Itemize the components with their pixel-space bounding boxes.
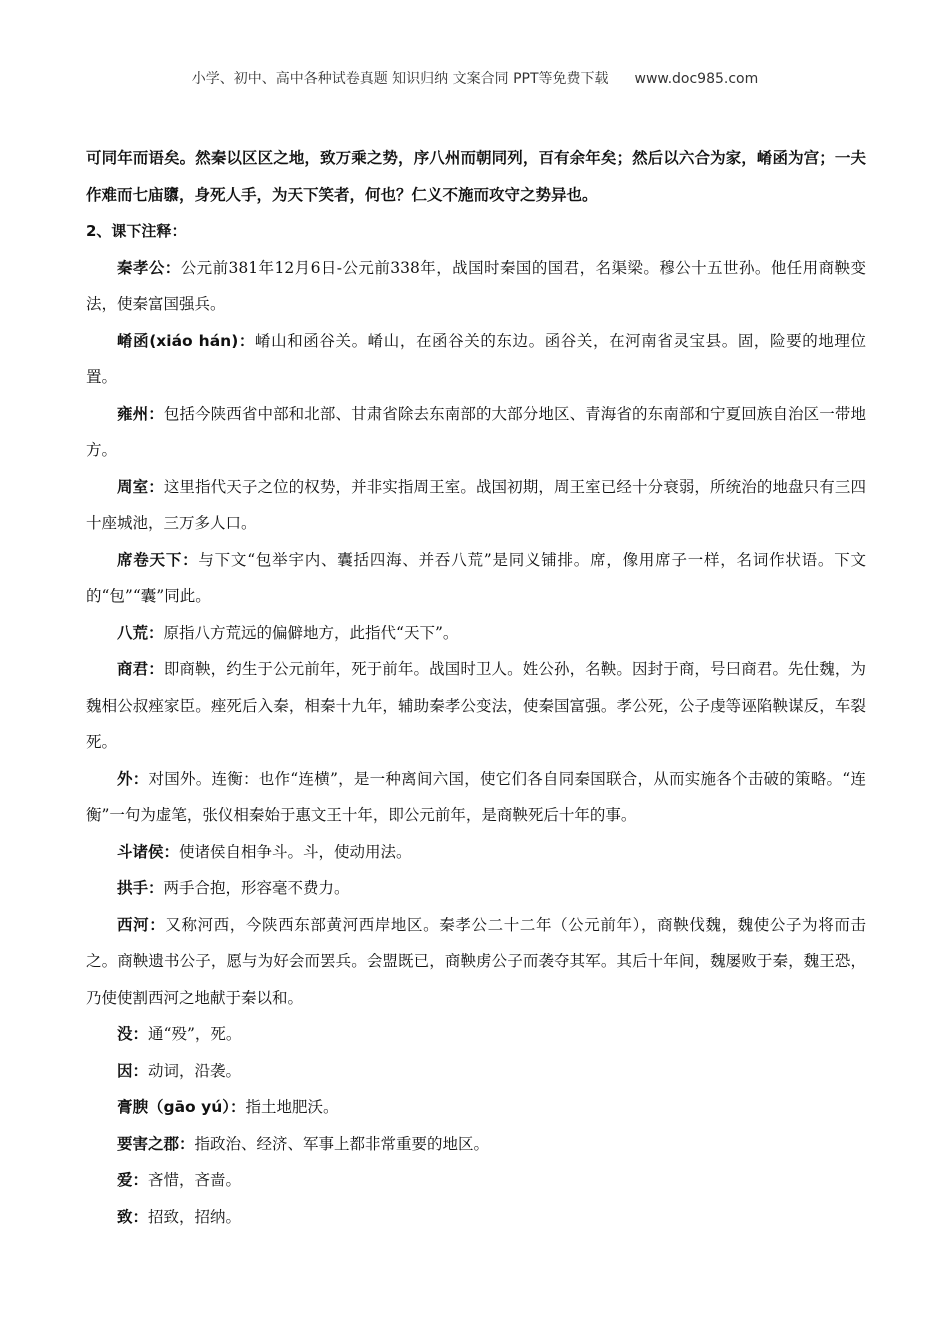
note-text: 吝惜，吝啬。 — [148, 1171, 242, 1189]
note-item — [86, 907, 866, 1017]
note-item — [86, 1016, 866, 1053]
note-item — [86, 834, 866, 871]
note-text: 这里指代天子之位的权势，并非实指周王室。战国初期，周王室已经十分衰弱，所统治的地盘只有三四十座城池，三万多人口。 — [86, 477, 866, 532]
note-item — [86, 1089, 866, 1126]
note-item — [86, 615, 866, 652]
intro-paragraph: 可同年而语矣。然秦以区区之地，致万乘之势，序八州而朝同列，百有余年矣；然后以六合为家，崤函为宫；一夫作难而七庙隳，身死人手，为天下笑者，何也？仁义不施而攻守之势异也。 — [86, 148, 866, 204]
note-text: 公元前381年12月6日-公元前338年，战国时秦国的国君，名渠梁。穆公十五世孙。他任用商鞅变法，使秦富国强兵。 — [86, 258, 866, 313]
note-term: 周室： — [117, 477, 164, 496]
note-term: 崤函(xiáo hán)： — [117, 331, 255, 350]
note-text: 又称河西，今陕西东部黄河西岸地区。秦孝公二十二年（公元前年），商鞅伐魏，魏使公子为将而击之。商鞅遗书公子，愿与为好会而罢兵。会盟既已，商鞅虏公子而袭夺其军。其后十年间，魏屡败于秦，魏王恐，乃使使割西河之地献于秦以和。 — [86, 915, 866, 1007]
note-text: 指土地肥沃。 — [245, 1098, 339, 1116]
note-text: 对国外。连衡：也作“连横”，是一种离间六国，使它们各自同秦国联合，从而实施各个击破的策略。“连衡”一句为虚笔，张仪相秦始于惠文王十年，即公元前年，是商鞅死后十年的事。 — [86, 769, 866, 824]
page-header — [0, 68, 950, 88]
note-item — [86, 651, 866, 761]
document-body — [86, 140, 866, 1235]
note-item — [86, 761, 866, 834]
note-term: 外： — [117, 769, 149, 788]
note-text: 通“殁”，死。 — [148, 1025, 242, 1043]
note-item — [86, 870, 866, 907]
note-item — [86, 469, 866, 542]
note-text: 招致，招纳。 — [148, 1207, 242, 1226]
note-term: 雍州： — [117, 404, 164, 423]
note-item — [86, 1126, 866, 1163]
note-term: 膏腴（gāo yú）： — [117, 1098, 246, 1116]
note-term: 斗诸侯： — [117, 842, 180, 861]
note-text: 即商鞅，约生于公元前年，死于前年。战国时卫人。姓公孙，名鞅。因封于商，号曰商君。先仕魏，为魏相公叔痤家臣。痤死后入秦，相秦十九年，辅助秦孝公变法，使秦国富强。孝公死，公子虔等诬陷鞅谋反，车裂死。 — [86, 660, 866, 751]
header-site-link[interactable]: www.doc985.com — [634, 71, 759, 87]
note-item — [86, 323, 866, 396]
note-term: 西河： — [117, 915, 166, 934]
note-text: 与下文“包举宇内、囊括四海、并吞八荒”是同义铺排。席，像用席子一样，名词作状语。下文的“包”“囊”同此。 — [86, 550, 866, 605]
note-term: 致： — [117, 1207, 149, 1226]
note-item — [86, 396, 866, 469]
note-term: 席卷天下： — [117, 550, 199, 569]
note-item — [86, 542, 866, 615]
note-item — [86, 1053, 866, 1090]
note-item — [86, 1162, 866, 1199]
note-term: 八荒： — [117, 623, 164, 642]
note-text: 使诸侯自相争斗。斗，使动用法。 — [179, 842, 412, 861]
note-text: 原指八方荒远的偏僻地方，此指代“天下”。 — [163, 623, 459, 642]
header-text: 小学、初中、高中各种试卷真题 知识归纳 文案合同 PPT等免费下载 — [191, 71, 609, 87]
note-term: 商君： — [117, 660, 164, 678]
section-title: 2、课下注释： — [86, 222, 187, 240]
note-term: 因： — [117, 1061, 149, 1080]
note-item — [86, 1199, 866, 1236]
note-text: 动词，沿袭。 — [148, 1061, 242, 1080]
note-term: 要害之郡： — [117, 1134, 195, 1153]
note-term: 没： — [117, 1025, 149, 1043]
note-item — [86, 250, 866, 323]
note-text: 崤山和函谷关。崤山，在函谷关的东边。函谷关，在河南省灵宝县。固，险要的地理位置。 — [86, 331, 866, 386]
note-text: 两手合抱，形容毫不费力。 — [163, 879, 350, 897]
note-term: 拱手： — [117, 879, 164, 897]
note-text: 指政治、经济、军事上都非常重要的地区。 — [194, 1134, 490, 1153]
note-text: 包括今陕西省中部和北部、甘肃省除去东南部的大部分地区、青海省的东南部和宁夏回族自治区一带地方。 — [86, 404, 866, 459]
note-term: 爱： — [117, 1171, 149, 1189]
note-term: 秦孝公： — [117, 258, 181, 277]
